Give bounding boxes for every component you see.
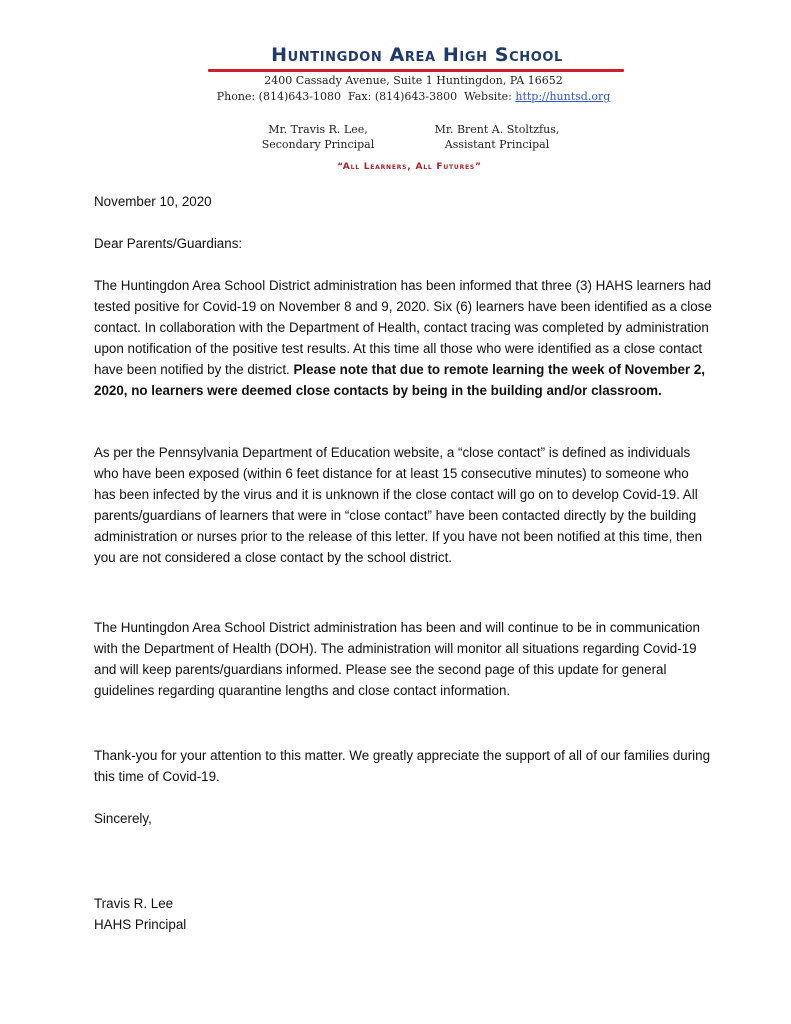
school-name: Huntingdon Area High School [271, 44, 563, 66]
signature-title: HAHS Principal [94, 917, 187, 932]
website-link[interactable]: http://huntsd.org [515, 90, 611, 103]
signature-name: Travis R. Lee [94, 896, 174, 911]
letter-date: November 10, 2020 [94, 194, 212, 209]
staff-title: Secondary Principal [261, 138, 375, 151]
paragraph-1-bold-note: Please note that due to remote learning the week of November 2, 2020, no learners were deemed close contacts by being in the building and/or classroom. [94, 362, 705, 398]
paragraph-4: Thank-you for your attention to this matter. We greatly appreciate the support of all of our families during this time of Covid-19. [94, 748, 711, 784]
contact-line [18, 90, 791, 103]
phone-label: Phone: [216, 90, 256, 103]
school-address: 2400 Cassady Avenue, Suite 1 Huntingdon, PA 16652 [264, 74, 563, 87]
paragraph-1-text: The Huntingdon Area School District administration has been informed that three (3) HAHS learners had tested positive for Covid-19 on November 8 and 9, 2020. Six (6) learners have been identified as a close contact. In collaboration with the Department of Health, contact tracing was completed by administration upon notification of the positive test results. At this time all those who were identified as a close contact have been notified by the district. [94, 278, 712, 377]
staff-name: Mr. Brent A. Stoltzfus, [434, 123, 560, 136]
staff-name: Mr. Travis R. Lee, [268, 123, 368, 136]
staff-secondary-principal [258, 122, 378, 152]
closing: Sincerely, [94, 811, 152, 826]
paragraph-3: The Huntingdon Area School District administration has been and will continue to be in communication with the Department of Health (DOH). The administration will monitor all situations regarding Covid-19 and will keep parents/guardians informed. Please see the second page of this update for general guidelines regarding quarantine lengths and close contact information. [94, 620, 700, 698]
paragraph-1 [94, 275, 714, 401]
fax-number: (814)643-3800 [374, 90, 458, 103]
staff-title: Assistant Principal [444, 138, 550, 151]
staff-assistant-principal [432, 122, 562, 152]
website-label: Website: [464, 90, 512, 103]
salutation: Dear Parents/Guardians: [94, 236, 243, 251]
motto-text: “All Learners, All Futures” [337, 162, 482, 172]
phone-number: (814)643-1080 [258, 90, 341, 103]
school-motto [0, 162, 791, 172]
fax-label: Fax: [347, 90, 372, 103]
paragraph-2: As per the Pennsylvania Department of Education website, a “close contact” is defined as individuals who have been exposed (within 6 feet distance for at least 15 consecutive minutes) to someone who has been infected by the virus and it is unknown if the close contact will go on to develop Covid-19. All parents/guardians of learners that were in “close contact” have been contacted directly by the building administration or nurses prior to the release of this letter. If you have not been notified at this time, then you are not considered a close contact by the school district. [94, 445, 703, 565]
red-divider-rule [208, 69, 624, 72]
